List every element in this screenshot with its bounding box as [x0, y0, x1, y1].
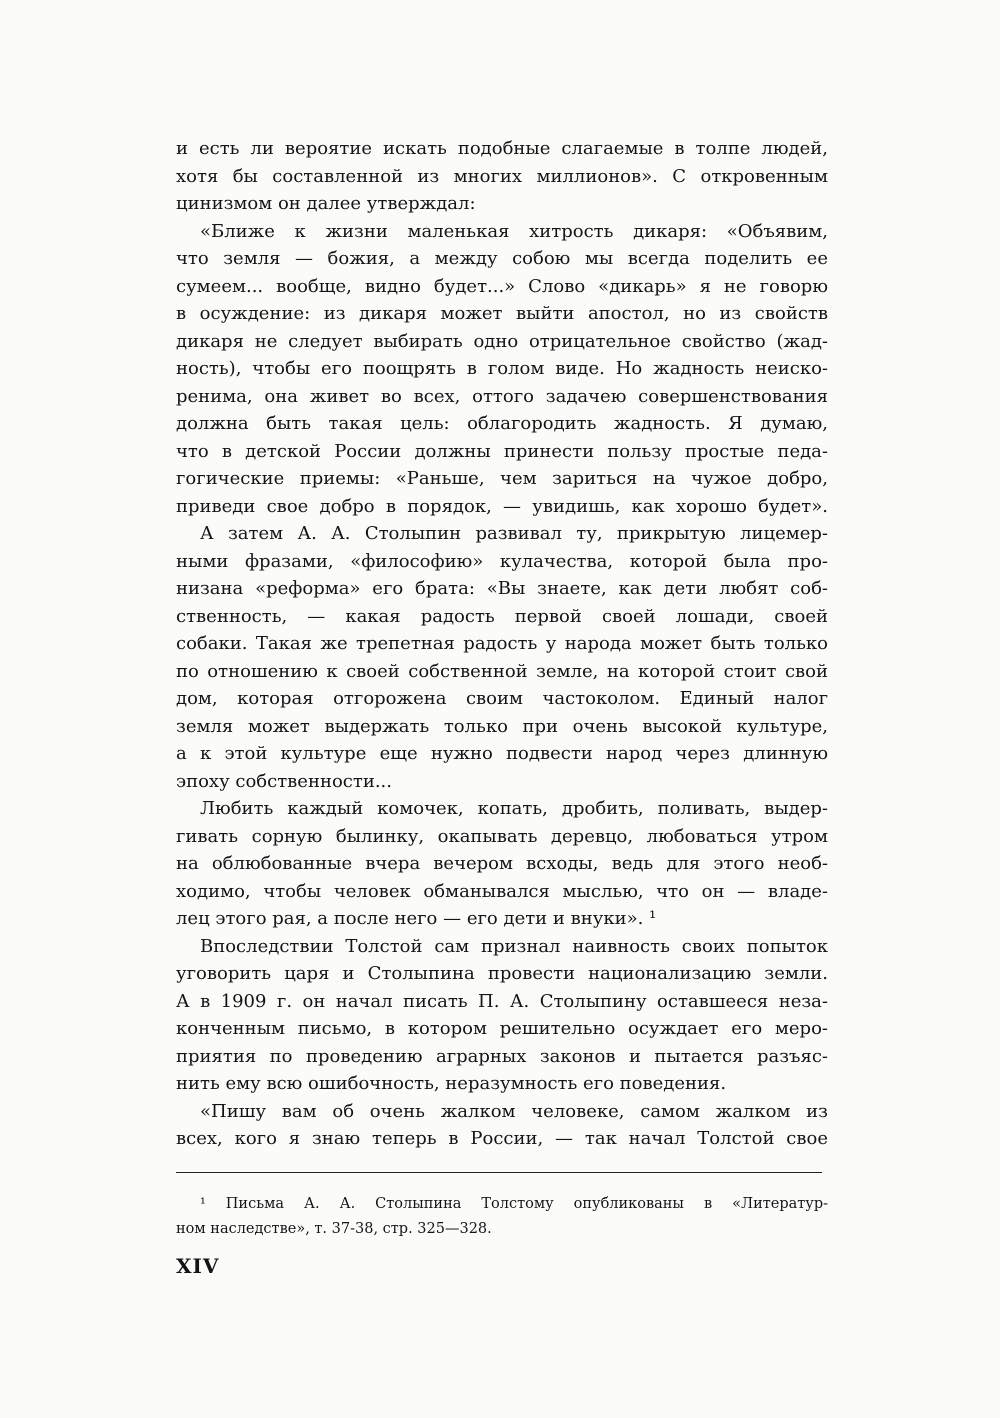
text-line: нить ему всю ошибочность, неразумность его поведения.	[176, 1073, 727, 1094]
text-line: низана «реформа» его брата: «Вы знаете, как дети любят соб-	[176, 578, 828, 599]
page-number: XIV	[176, 1254, 220, 1278]
footnote	[176, 1192, 828, 1242]
text-line: должна быть такая цель: облагородить жадность. Я думаю,	[176, 413, 828, 434]
text-line: сумеем... вообще, видно будет...» Слово «дикарь» я не говорю	[176, 275, 828, 297]
text-line: что в детской России должны принести пользу простые педа-	[176, 440, 828, 462]
text-line: ходимо, чтобы человек обманывался мыслью, что он — владе-	[176, 880, 828, 902]
text-line: Любить каждый комочек, копать, дробить, поливать, выдер-	[200, 798, 828, 819]
text-line: ными фразами, «философию» кулачества, которой была про-	[176, 550, 828, 572]
text-line: по отношению к своей собственной земле, на которой стоит свой	[176, 660, 828, 682]
text-line: лец этого рая, а после него — его дети и внуки». ¹	[176, 908, 657, 929]
text-line: на облюбованные вчера вечером всходы, ведь для этого необ-	[176, 853, 828, 874]
text-line: ственность, — какая радость первой своей лошади, своей	[176, 605, 828, 627]
text-line: собаки. Такая же трепетная радость у народа может быть только	[176, 633, 828, 654]
text-line: цинизмом он далее утверждал:	[176, 193, 476, 214]
text-line: дикаря не следует выбирать одно отрицательное свойство (жад-	[176, 330, 828, 352]
footnote-line: ¹ Письма А. А. Столыпина Толстому опубликованы в «Литератур-	[200, 1196, 828, 1212]
text-line: ность), чтобы его поощрять в голом виде. Но жадность неиско-	[176, 358, 828, 379]
footnote-line: ном наследстве», т. 37-38, стр. 325—328.	[176, 1221, 492, 1237]
text-line: А затем А. А. Столыпин развивал ту, прикрытую лицемер-	[200, 523, 828, 544]
text-line: гогические приемы: «Раньше, чем зариться на чужое добро,	[176, 468, 828, 489]
footnote-separator	[176, 1172, 822, 1173]
text-line: Впоследствии Толстой сам признал наивность своих попыток	[200, 935, 828, 957]
text-line: всех, кого я знаю теперь в России, — так начал Толстой свое	[176, 1128, 828, 1149]
text-line: эпоху собственности...	[176, 770, 392, 792]
text-line: «Пишу вам об очень жалком человеке, самом жалком из	[200, 1100, 828, 1122]
text-line: гивать сорную былинку, окапывать деревцо, любоваться утром	[176, 825, 828, 847]
text-line: приведи свое добро в порядок, — увидишь, как хорошо будет».	[176, 495, 828, 517]
text-line: а к этой культуре еще нужно подвести народ через длинную	[176, 743, 828, 764]
text-line: и есть ли вероятие искать подобные слагаемые в толпе людей,	[176, 138, 828, 159]
text-line: в осуждение: из дикаря может выйти апостол, но из свойств	[176, 303, 828, 324]
text-line: уговорить царя и Столыпина провести национализацию земли.	[176, 963, 828, 984]
text-line: приятия по проведению аграрных законов и пытается разъяс-	[176, 1045, 828, 1067]
text-line: ренима, она живет во всех, оттого задачею совершенствования	[176, 385, 828, 407]
text-line: конченным письмо, в котором решительно осуждает его меро-	[176, 1018, 828, 1039]
text-line: «Ближе к жизни маленькая хитрость дикаря: «Объявим,	[200, 220, 828, 242]
main-text	[176, 135, 828, 1153]
text-line: хотя бы составленной из многих миллионов». С откровенным	[176, 165, 828, 187]
text-line: дом, которая отгорожена своим частоколом. Единый налог	[176, 688, 828, 709]
text-line: земля может выдержать только при очень высокой культуре,	[176, 715, 828, 737]
text-line: что земля — божия, а между собою мы всегда поделить ее	[176, 248, 828, 269]
text-line: А в 1909 г. он начал писать П. А. Столыпину оставшееся неза-	[176, 990, 828, 1012]
